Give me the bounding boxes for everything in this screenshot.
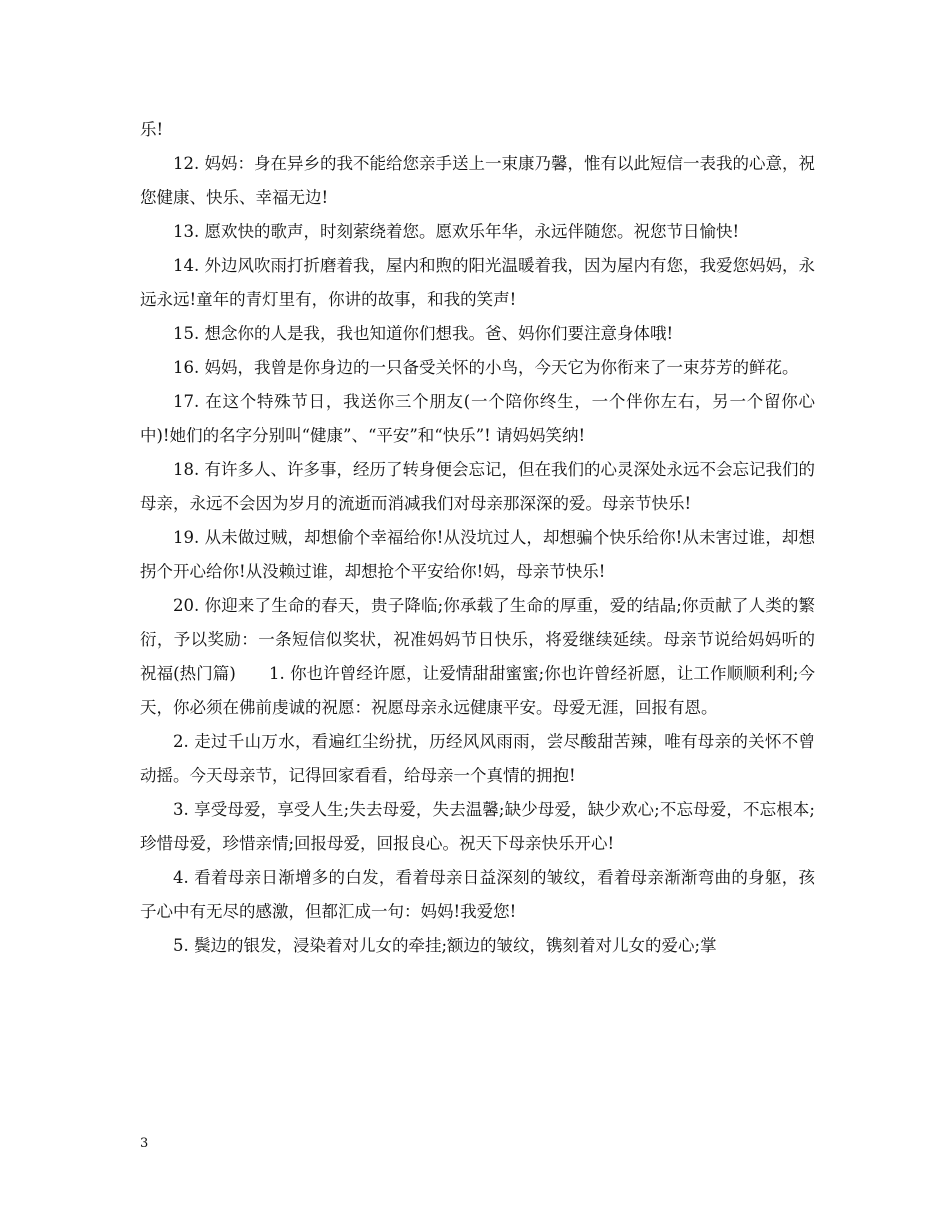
paragraph-item-16: 16. 妈妈，我曾是你身边的一只备受关怀的小鸟，今天它为你衔来了一束芬芳的鲜花。: [173, 358, 799, 377]
paragraph-item-2: 2. 走过千山万水，看遍红尘纷扰，历经风风雨雨，尝尽酸甜苦辣，唯有母亲的关怀不曾动摇。今天母亲节，记得回家看看，给母亲一个真情的拥抱!: [140, 732, 815, 785]
paragraph-item-4: 4. 看着母亲日渐增多的白发，看着母亲日益深刻的皱纹，看着母亲渐渐弯曲的身躯，孩子心中有无尽的感激，但都汇成一句：妈妈!我爱您!: [140, 868, 815, 921]
paragraph-item-20-and-section: 20. 你迎来了生命的春天，贵子降临;你承载了生命的厚重，爱的结晶;你贡献了人类的繁衍，予以奖励：一条短信似奖状，祝准妈妈节日快乐，将爱继续延续。母亲节说给妈妈听的祝福(热门篇) 1. 你也许曾经许愿，让爱情甜甜蜜蜜;你也许曾经祈愿，让工作顺顺利利;今天，你必须在佛前虔诚的祝愿：祝愿母亲永远健康平安。母爱无涯，回报有恩。: [140, 596, 815, 717]
paragraph-item-12: 12. 妈妈：身在异乡的我不能给您亲手送上一束康乃馨，惟有以此短信一表我的心意，祝您健康、快乐、幸福无边!: [140, 154, 815, 207]
paragraph-item-13: 13. 愿欢快的歌声，时刻萦绕着您。愿欢乐年华，永远伴随您。祝您节日愉快!: [173, 222, 740, 241]
paragraph-item-17: 17. 在这个特殊节日，我送你三个朋友(一个陪你终生，一个伴你左右，另一个留你心中)!她们的名字分别叫“健康”、“平安”和“快乐”! 请妈妈笑纳!: [140, 392, 815, 445]
paragraph-item-3: 3. 享受母爱，享受人生;失去母爱，失去温馨;缺少母爱，缺少欢心;不忘母爱，不忘根本;珍惜母爱，珍惜亲情;回报母爱，回报良心。祝天下母亲快乐开心!: [140, 800, 815, 853]
paragraph-item-18: 18. 有许多人、许多事，经历了转身便会忘记，但在我们的心灵深处永远不会忘记我们的母亲，永远不会因为岁月的流逝而消减我们对母亲那深深的爱。母亲节快乐!: [140, 460, 815, 513]
paragraph-item-14: 14. 外边风吹雨打折磨着我，屋内和煦的阳光温暖着我，因为屋内有您，我爱您妈妈，永远永远!童年的青灯里有，你讲的故事，和我的笑声!: [140, 256, 815, 309]
paragraph-item-5: 5. 鬓边的银发，浸染着对儿女的牵挂;额边的皱纹，镌刻着对儿女的爱心;掌: [173, 936, 717, 955]
paragraph-continuation: 乐!: [140, 120, 164, 139]
document-body: [140, 113, 815, 963]
paragraph-item-19: 19. 从未做过贼，却想偷个幸福给你!从没坑过人，却想骗个快乐给你!从未害过谁，却想拐个开心给你!从没赖过谁，却想抢个平安给你!妈，母亲节快乐!: [140, 528, 815, 581]
page-number: 3: [140, 1136, 149, 1151]
paragraph-item-15: 15. 想念你的人是我，我也知道你们想我。爸、妈你们要注意身体哦!: [173, 324, 674, 343]
